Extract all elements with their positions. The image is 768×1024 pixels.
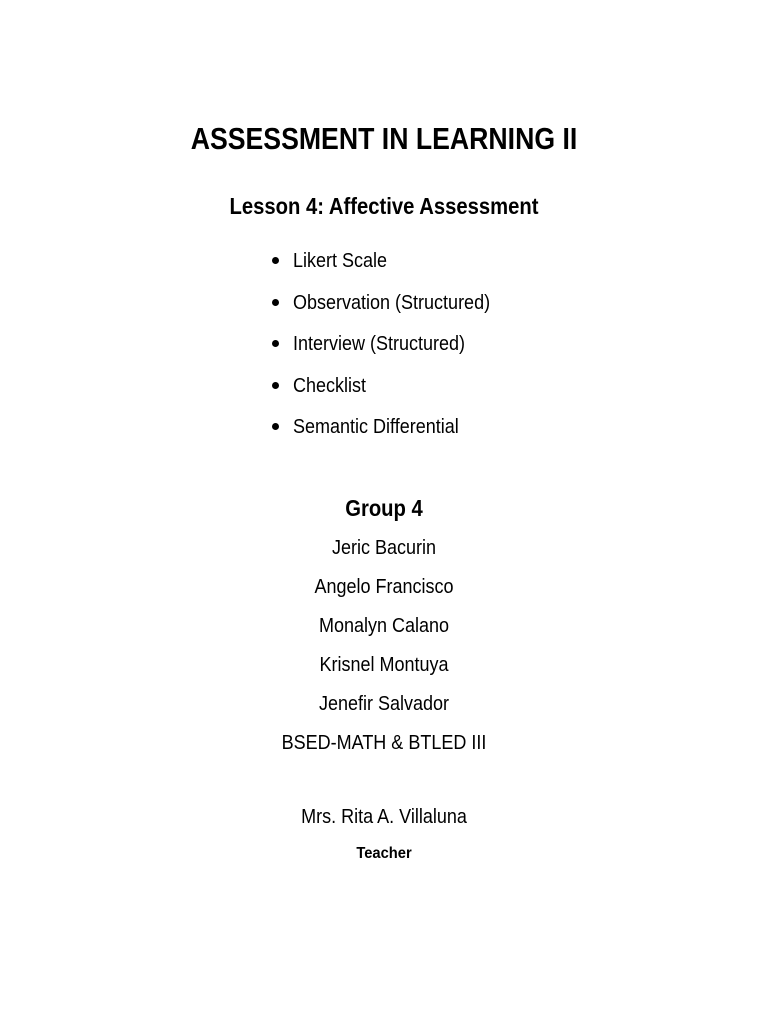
- group-member: Jeric Bacurin: [331, 537, 437, 559]
- group-heading: Group 4: [345, 495, 423, 521]
- bullet-icon: [272, 257, 279, 264]
- list-item: [268, 331, 512, 373]
- bullet-icon: [272, 340, 279, 347]
- group-member: Angelo Francisco: [314, 576, 454, 598]
- topic-label: Interview (Structured): [293, 333, 466, 356]
- lesson-heading: Lesson 4: Affective Assessment: [229, 193, 539, 219]
- teacher-role: Teacher: [356, 845, 412, 862]
- group-member: Monalyn Calano: [318, 615, 450, 637]
- document-title: ASSESSMENT IN LEARNING II: [190, 121, 578, 156]
- group-member: Krisnel Montuya: [319, 654, 449, 676]
- topic-label: Semantic Differential: [293, 416, 459, 439]
- list-item: [268, 414, 512, 456]
- bullet-icon: [272, 423, 279, 430]
- topic-label: Likert Scale: [293, 250, 388, 272]
- teacher-name: Mrs. Rita A. Villaluna: [301, 806, 467, 828]
- list-item: [268, 248, 512, 290]
- topic-label: Observation (Structured): [293, 291, 491, 314]
- course-label: BSED-MATH & BTLED III: [281, 732, 487, 754]
- group-member: Jenefir Salvador: [318, 693, 450, 715]
- list-item: [268, 290, 512, 332]
- topic-list: [268, 248, 512, 456]
- bullet-icon: [272, 299, 279, 306]
- list-item: [268, 373, 512, 415]
- bullet-icon: [272, 382, 279, 389]
- topic-label: Checklist: [293, 374, 367, 397]
